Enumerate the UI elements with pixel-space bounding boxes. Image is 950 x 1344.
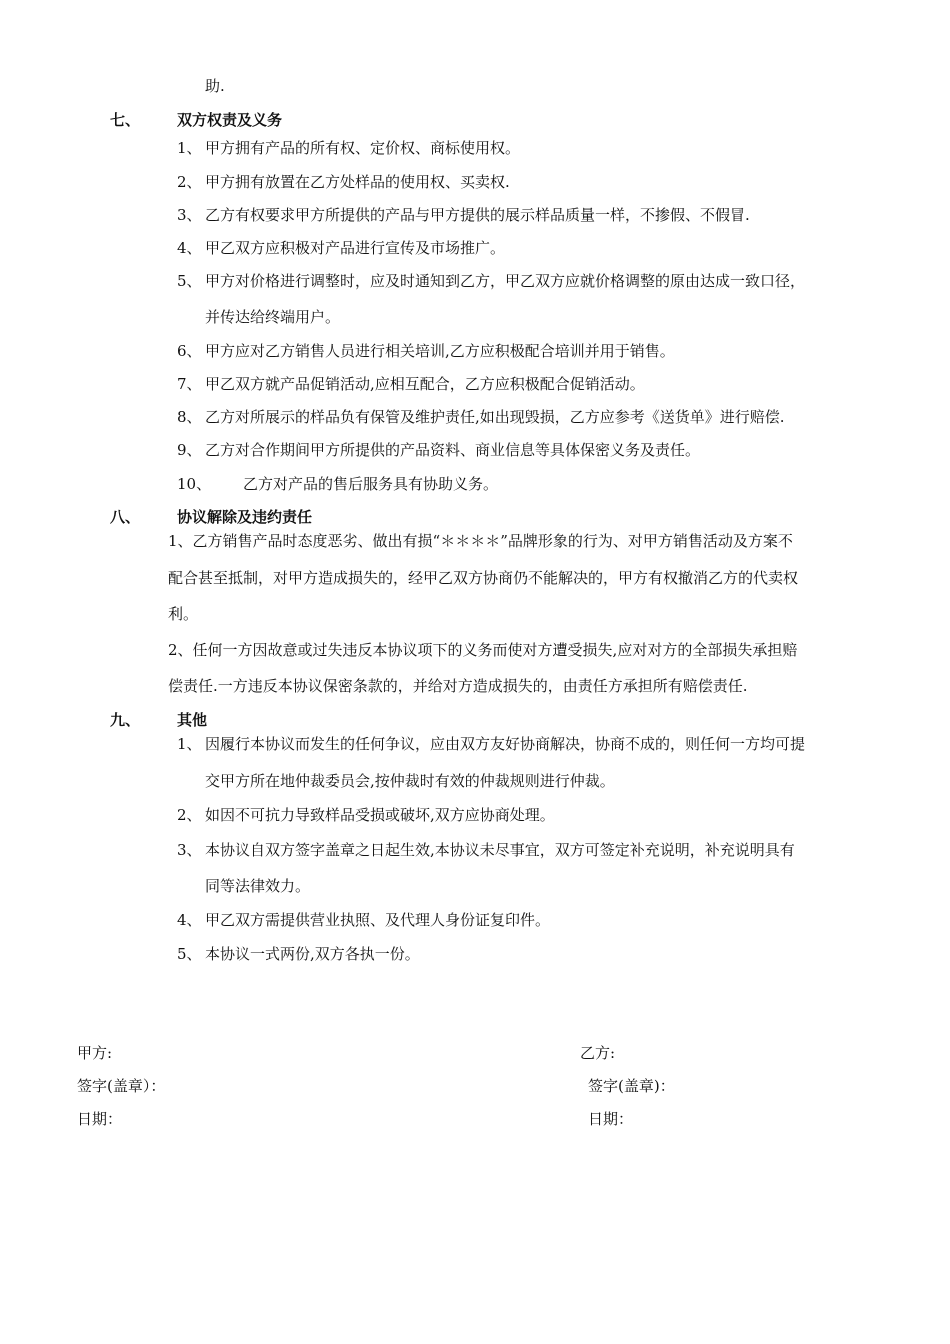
s8-para-1-line-1: 1、乙方销售产品时态度恶劣、做出有损“＊＊＊＊”品牌形象的行为、对甲方销售活动及方案不 <box>168 532 793 550</box>
s7-item-4-num: 4、 <box>177 239 202 257</box>
s7-item-4-text: 甲乙双方应积极对产品进行宣传及市场推广。 <box>205 239 506 257</box>
party-b-label: 乙方: <box>580 1044 616 1062</box>
s9-item-2-num: 2、 <box>177 806 202 824</box>
s9-item-1-text-cont: 交甲方所在地仲裁委员会,按仲裁时有效的仲裁规则进行仲裁。 <box>205 772 615 790</box>
s7-item-8-text: 乙方对所展示的样品负有保管及维护责任,如出现毁损，乙方应参考《送货单》进行赔偿. <box>205 408 785 426</box>
s9-item-4-num: 4、 <box>177 911 202 929</box>
party-b-sign: 签字(盖章)： <box>588 1077 675 1095</box>
s7-item-7-text: 甲乙双方就产品促销活动,应相互配合，乙方应积极配合促销活动。 <box>205 375 645 393</box>
s9-item-1-text: 因履行本协议而发生的任何争议，应由双方友好协商解决，协商不成的，则任何一方均可提 <box>205 735 806 753</box>
s7-item-5-text-cont: 并传达给终端用户。 <box>205 308 341 326</box>
section-9-title: 其他 <box>177 711 208 729</box>
s7-item-1-num: 1、 <box>177 139 202 157</box>
s7-item-5-text: 甲方对价格进行调整时，应及时通知到乙方，甲乙双方应就价格调整的原由达成一致口径， <box>205 272 806 290</box>
section-7-number: 七、 <box>110 111 141 129</box>
s7-item-10-num: 10、 <box>177 475 212 493</box>
s7-item-7-num: 7、 <box>177 375 202 393</box>
s8-para-1-line-2: 配合甚至抵制，对甲方造成损失的，经甲乙双方协商仍不能解决的，甲方有权撤消乙方的代卖权 <box>168 569 799 587</box>
s8-para-2-line-2: 偿责任.一方违反本协议保密条款的，并给对方造成损失的，由责任方承担所有赔偿责任. <box>168 677 748 695</box>
s9-item-1-num: 1、 <box>177 735 202 753</box>
s7-item-10-text: 乙方对产品的售后服务具有协助义务。 <box>243 475 499 493</box>
s9-item-3-num: 3、 <box>177 841 202 859</box>
section-7-title: 双方权责及义务 <box>177 111 283 129</box>
s7-item-3-num: 3、 <box>177 206 202 224</box>
s7-item-2-num: 2、 <box>177 173 202 191</box>
section-8-number: 八、 <box>110 508 141 526</box>
s7-item-6-text: 甲方应对乙方销售人员进行相关培训,乙方应积极配合培训并用于销售。 <box>205 342 675 360</box>
s9-item-2-text: 如因不可抗力导致样品受损或破坏,双方应协商处理。 <box>205 806 555 824</box>
s9-item-3-text-cont: 同等法律效力。 <box>205 877 311 895</box>
s7-item-5-num: 5、 <box>177 272 202 290</box>
s9-item-5-text: 本协议一式两份,双方各执一份。 <box>205 945 420 963</box>
continuation-text: 助. <box>205 77 225 95</box>
s7-item-2-text: 甲方拥有放置在乙方处样品的使用权、买卖权. <box>205 173 510 191</box>
s7-item-1-text: 甲方拥有产品的所有权、定价权、商标使用权。 <box>205 139 521 157</box>
s7-item-9-text: 乙方对合作期间甲方所提供的产品资料、商业信息等具体保密义务及责任。 <box>205 441 701 459</box>
section-8-title: 协议解除及违约责任 <box>177 508 313 526</box>
s7-item-3-text: 乙方有权要求甲方所提供的产品与甲方提供的展示样品质量一样，不掺假、不假冒. <box>205 206 750 224</box>
s9-item-5-num: 5、 <box>177 945 202 963</box>
s8-para-1-line-3: 利。 <box>168 605 199 623</box>
s9-item-3-text: 本协议自双方签字盖章之日起生效,本协议未尽事宜，双方可签定补充说明，补充说明具有 <box>205 841 795 859</box>
party-a-label: 甲方: <box>77 1044 113 1062</box>
section-9-number: 九、 <box>110 711 141 729</box>
party-b-date: 日期： <box>588 1110 634 1128</box>
s9-item-4-text: 甲乙双方需提供营业执照、及代理人身份证复印件。 <box>205 911 551 929</box>
s7-item-6-num: 6、 <box>177 342 202 360</box>
s7-item-8-num: 8、 <box>177 408 202 426</box>
party-a-date: 日期： <box>77 1110 123 1128</box>
s8-para-2-line-1: 2、任何一方因故意或过失违反本协议项下的义务而使对方遭受损失,应对对方的全部损失承担赔 <box>168 641 798 659</box>
s7-item-9-num: 9、 <box>177 441 202 459</box>
party-a-sign: 签字(盖章）： <box>77 1077 166 1095</box>
